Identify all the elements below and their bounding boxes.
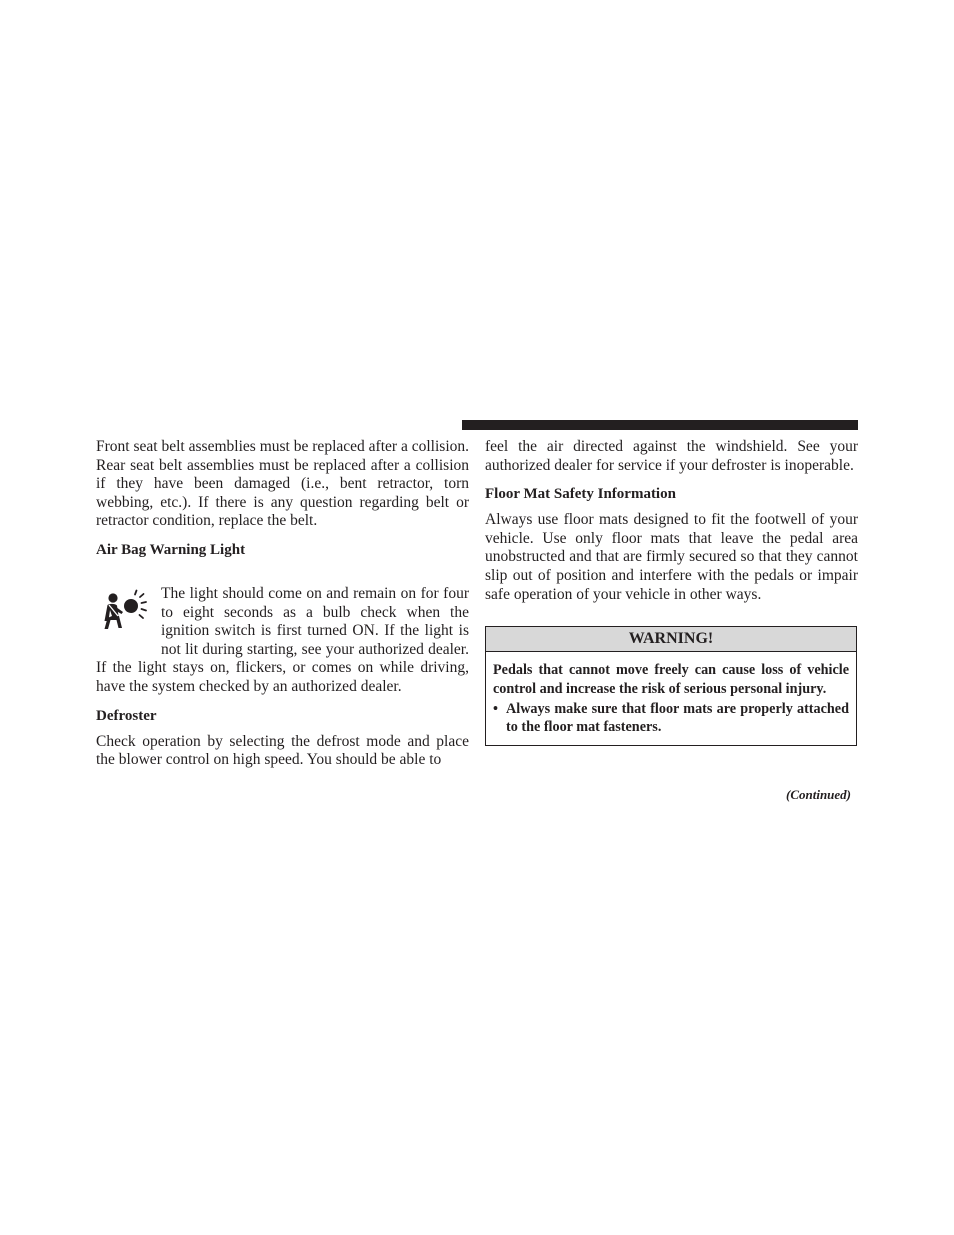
floormat-heading: Floor Mat Safety Information [485, 486, 676, 503]
left-column [96, 438, 469, 770]
continued-label: (Continued) [785, 787, 851, 802]
warning-title: WARNING! [486, 627, 856, 652]
airbag-heading: Air Bag Warning Light [96, 541, 246, 558]
floormat-paragraph: Always use floor mats designed to fit the footwell of your vehicle. Use only floor mats that leave the pedal area unobstructed and that are firmly secured so that they cannot slip out of position and interfere with the pedals or impair safe operation of your vehicle in other ways. [485, 511, 858, 603]
warning-bullet: • Always make sure that floor mats are properly attached to the floor mat fasteners. [493, 700, 849, 737]
warning-body [486, 652, 856, 745]
warning-box [485, 626, 857, 746]
warning-list [493, 700, 849, 737]
airbag-paragraph-block [96, 585, 469, 697]
right-column [485, 438, 858, 746]
defroster-paragraph-continued: feel the air directed against the windshield. See your authorized dealer for service if your defroster is inoperable. [485, 438, 858, 474]
airbag-warning-icon [96, 585, 152, 641]
seatbelt-paragraph: Front seat belt assemblies must be replaced after a collision. Rear seat belt assemblies must be replaced after a collision if they have been damaged (i.e., bent retractor, torn webbing, etc.). If there is any question regarding belt or retractor condition, replace the belt. [96, 438, 469, 530]
section-header-bar [462, 420, 858, 430]
warning-text: Pedals that cannot move freely can cause loss of vehicle control and increase the risk of serious personal injury. [493, 662, 849, 697]
defroster-paragraph: Check operation by selecting the defrost mode and place the blower control on high speed. You should be able to [96, 732, 469, 769]
defroster-heading: Defroster [96, 707, 157, 724]
airbag-paragraph: The light should come on and remain on for four to eight seconds as a bulb check when the ignition switch is first turned ON. If the light is not lit during starting, see your authorized dealer. If the light stays on, flickers, or comes on while driving, have the system checked by an authorized dealer. [96, 584, 469, 695]
